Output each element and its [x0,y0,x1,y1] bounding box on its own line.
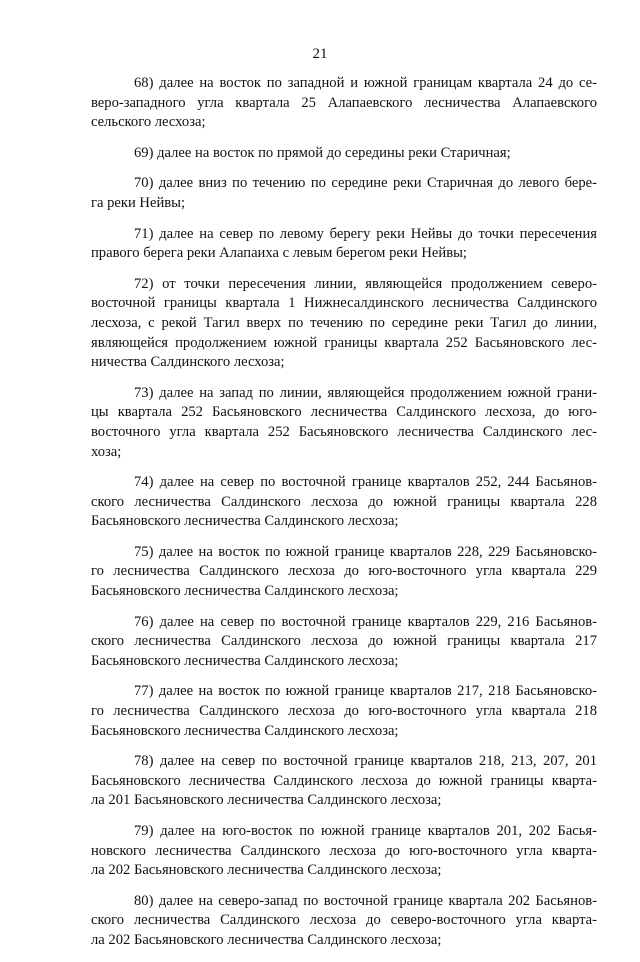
paragraph-item [91,543,597,602]
paragraph-line: ского лесничества Салдинского лесхоза до южной границы квартала 217 [91,633,597,650]
paragraph-line: ла 202 Басьяновского лесничества Салдинского лесхоза; [91,931,442,948]
paragraph-item [91,892,597,951]
paragraph-item [91,384,597,462]
paragraph-line: восточной границы квартала 1 Нижнесалдинского лесничества Салдинского [91,295,597,312]
paragraph-line: Басьяновского лесничества Салдинского лесхоза; [91,513,399,530]
paragraph-line: 72) от точки пересечения линии, являющейся продолжением северо- [134,275,597,292]
paragraph-line: цы квартала 252 Басьяновского лесничества Салдинского лесхоза, до юго- [91,404,597,421]
paragraph-line: новского лесничества Салдинского лесхоза до юго-восточного угла кварта- [91,842,597,859]
paragraph-item [91,74,597,133]
paragraph-item [91,752,597,811]
paragraph-item [91,473,597,532]
paragraph-line: 69) далее на восток по прямой до середины реки Старичная; [134,144,511,161]
paragraph-line: 79) далее на юго-восток по южной границе кварталов 201, 202 Басья- [134,823,597,839]
paragraph-line: ского лесничества Салдинского лесхоза до южной границы квартала 228 [91,493,597,510]
paragraph-line: 80) далее на северо-запад по восточной границе квартала 202 Басьянов- [134,892,597,909]
paragraph-line: сельского лесхоза; [91,114,206,131]
page-number: 21 [312,46,328,62]
paragraph-line: 71) далее на север по левому берегу реки Нейвы до точки пересечения [134,225,597,242]
paragraph-line: являющейся продолжением южной границы квартала 252 Басьяновского лес- [91,334,597,351]
paragraph-item [91,275,597,373]
paragraph-line: Басьяновского лесничества Салдинского лесхоза до южной границы кварта- [91,772,597,789]
paragraph-line: 68) далее на восток по западной и южной границам квартала 24 до се- [134,75,597,91]
paragraph-line: 70) далее вниз по течению по середине реки Старичная до левого бере- [134,175,597,192]
paragraph-line: ла 202 Басьяновского лесничества Салдинского лесхоза; [91,862,442,879]
paragraph-line: га реки Нейвы; [91,194,186,211]
paragraph-line: хоза; [91,443,122,460]
paragraph-item [91,613,597,672]
paragraph-line: лесхоза, с рекой Тагил вверх по течению по середине реки Тагил до линии, [91,314,597,331]
paragraph-line: ского лесничества Салдинского лесхоза до северо-восточного угла кварта- [91,912,597,929]
paragraph-line: го лесничества Салдинского лесхоза до юго-восточного угла квартала 229 [91,563,597,580]
paragraph-item [91,144,597,164]
paragraph-line: веро-западного угла квартала 25 Алапаевского лесничества Алапаевского [91,94,597,111]
paragraph-line: го лесничества Салдинского лесхоза до юго-восточного угла квартала 218 [91,703,597,720]
paragraph-line: ничества Салдинского лесхоза; [91,354,285,371]
paragraph-line: правого берега реки Алапаиха с левым берегом реки Нейвы; [91,245,467,262]
paragraph-item [91,174,597,213]
paragraph-line: 75) далее на восток по южной границе кварталов 228, 229 Басьяновско- [134,543,597,560]
paragraph-line: Басьяновского лесничества Салдинского лесхоза; [91,722,399,739]
paragraph-line: 78) далее на север по восточной границе кварталов 218, 213, 207, 201 [134,753,597,770]
paragraph-line: 77) далее на восток по южной границе кварталов 217, 218 Басьяновско- [134,683,597,700]
paragraph-line: 76) далее на север по восточной границе кварталов 229, 216 Басьянов- [134,613,597,630]
paragraph-line: Басьяновского лесничества Салдинского лесхоза; [91,652,399,669]
paragraph-line: 74) далее на север по восточной границе кварталов 252, 244 Басьянов- [134,474,597,491]
paragraph-item [91,225,597,264]
paragraph-line: восточного угла квартала 252 Басьяновского лесничества Салдинского лес- [91,423,597,440]
paragraph-line: ла 201 Басьяновского лесничества Салдинского лесхоза; [91,792,442,809]
paragraph-item [91,682,597,741]
paragraph-item [91,822,597,881]
paragraph-line: 73) далее на запад по линии, являющейся продолжением южной грани- [134,384,597,401]
document-body [91,74,597,962]
paragraph-line: Басьяновского лесничества Салдинского лесхоза; [91,583,399,600]
